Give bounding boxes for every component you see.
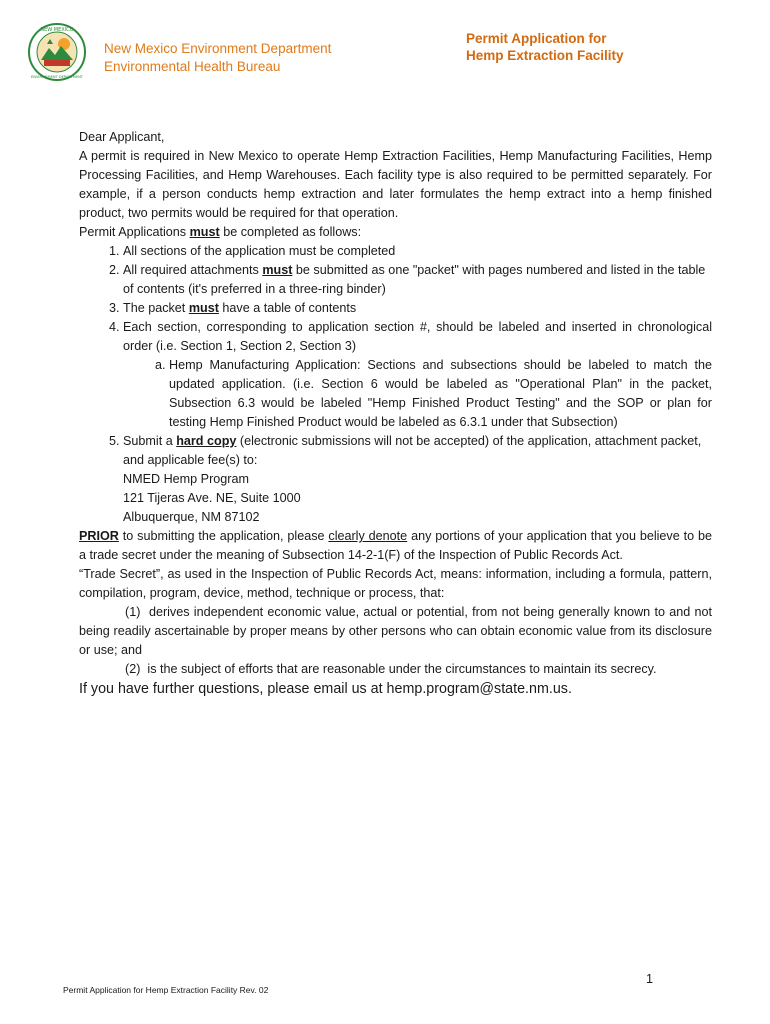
- address-line-3: Albuquerque, NM 87102: [123, 510, 260, 524]
- sub-list: [123, 356, 712, 432]
- title-line-2: Hemp Extraction Facility: [466, 48, 624, 63]
- requirements-list: [79, 242, 712, 527]
- address-line-1: NMED Hemp Program: [123, 472, 249, 486]
- trade-secret-clause-1: (1) derives independent economic value, actual or potential, from not being generally known to and not being readily ascertainable by proper means by other persons who can obtain economic value from its disclosure or use; and: [79, 605, 712, 657]
- letter-body: [79, 128, 712, 699]
- sub-list-item: a. Hemp Manufacturing Application: Sections and subsections should be labeled to match the updated application. (i.e. Section 6 would be labeled as "Operational Plan" in the packet, Subsection 6.3 would be labeled "Hemp Finished Product Testing" and the SOP or plan for testing Hemp Finished Product would be labeled as 6.3.1 under that Subsection): [169, 356, 712, 432]
- seal-text-top: NEW MEXICO: [40, 27, 74, 33]
- list-item: 3. The packet must have a table of contents: [123, 299, 712, 318]
- list-item: 2. All required attachments must be submitted as one "packet" with pages numbered and listed in the table of contents (it's preferred in a three-ring binder): [123, 261, 712, 299]
- intro-paragraph: A permit is required in New Mexico to operate Hemp Extraction Facilities, Hemp Manufacturing Facilities, Hemp Processing Facilities, and Hemp Warehouses. Each facility type is also required to be permitted separately. For example, if a person conducts hemp extraction and later formulates the hemp extract into a hemp finished product, two permits would be required for that operation.: [79, 149, 712, 220]
- address-line-2: 121 Tijeras Ave. NE, Suite 1000: [123, 491, 301, 505]
- requirements-lead: Permit Applications must be completed as follows:: [79, 225, 362, 239]
- list-item: 5. Submit a hard copy (electronic submissions will not be accepted) of the application, attachment packet, and applicable fee(s) to: NMED Hemp Program 121 Tijeras Ave. NE, Suite 1000 Albuquerque, NM 87102: [123, 432, 712, 527]
- footer-text: Permit Application for Hemp Extraction Facility Rev. 02: [63, 985, 269, 995]
- trade-secret-notice: PRIOR to submitting the application, please clearly denote any portions of your application that you believe to be a trade secret under the meaning of Subsection 14-2-1(F) of the Inspection of Public Records Act.: [79, 529, 713, 562]
- title-line-1: Permit Application for: [466, 31, 607, 46]
- department-name: New Mexico Environment Department: [104, 41, 332, 56]
- bureau-name: Environmental Health Bureau: [104, 59, 281, 74]
- greeting: Dear Applicant,: [79, 130, 165, 144]
- list-item: 4. Each section, corresponding to application section #, should be labeled and inserted in chronological order (i.e. Section 1, Section 2, Section 3) a. Hemp Manufacturing Application: Sections and subsections should be labeled to match the updated application. (i.e. Section 6 would be labeled as "Operational Plan" in the packet, Subsection 6.3 would be labeled "Hemp Finished Product Testing" and the SOP or plan for testing Hemp Finished Product would be labeled as 6.3.1 under that Subsection): [123, 318, 712, 432]
- trade-secret-definition: “Trade Secret”, as used in the Inspection of Public Records Act, means: information, including a formula, pattern, compilation, program, device, method, technique or process, that:: [79, 567, 712, 600]
- list-item: 1. All sections of the application must be completed: [123, 242, 712, 261]
- page-number: 1: [646, 972, 654, 986]
- seal-text-bottom: ENVIRONMENT DEPARTMENT: [30, 75, 84, 79]
- trade-secret-clause-2: (2) is the subject of efforts that are reasonable under the circumstances to maintain its secrecy.: [125, 662, 657, 676]
- document-title: [466, 30, 624, 64]
- department-block: [104, 40, 331, 76]
- nmed-seal-logo: [27, 22, 87, 82]
- closing-line: If you have further questions, please email us at hemp.program@state.nm.us.: [79, 681, 572, 697]
